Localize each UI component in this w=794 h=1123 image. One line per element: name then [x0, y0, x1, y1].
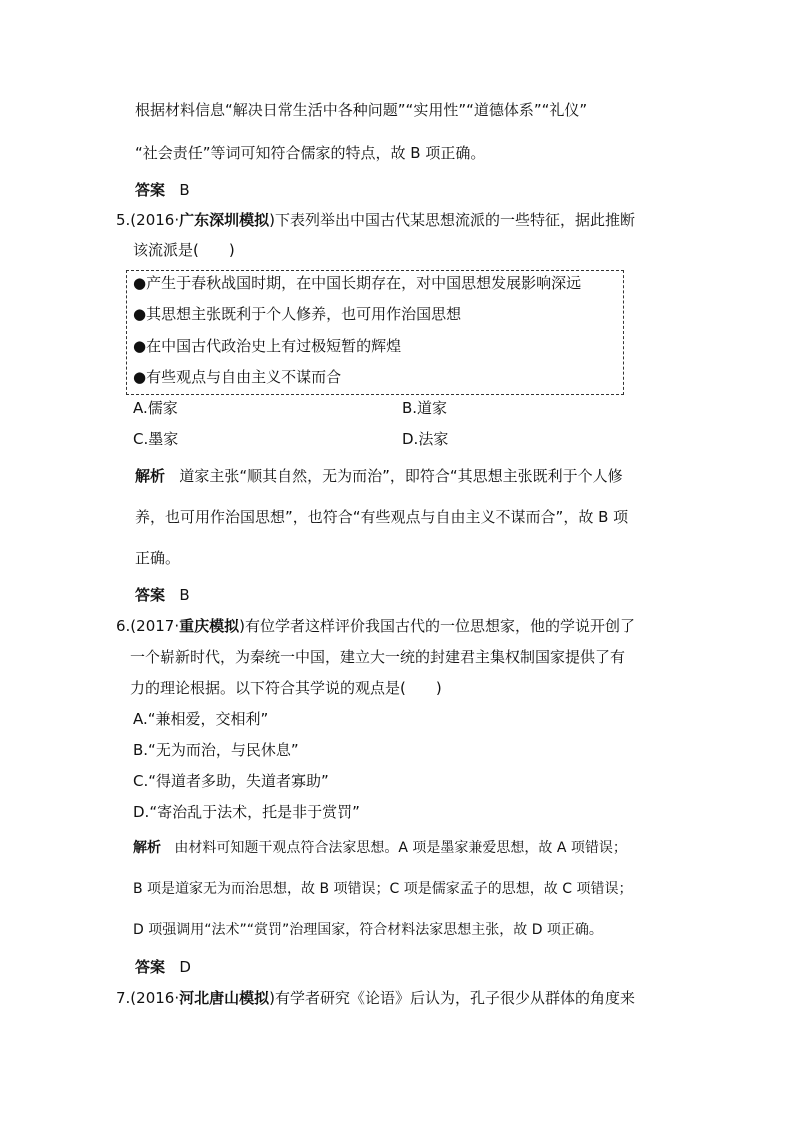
q5-analysis-line1: 解析 道家主张“顺其自然，无为而治”，即符合“其思想主张既利于个人修 [135, 467, 623, 485]
q6-answer [135, 957, 191, 977]
answer-value: B [179, 181, 190, 199]
q5-source: 广东深圳模拟 [179, 211, 270, 229]
q5-stem-line2: 该流派是( ) [133, 241, 235, 259]
q6-source: 重庆模拟 [179, 617, 240, 635]
q6-stem-line1 [116, 616, 635, 636]
prev-analysis-line1: 根据材料信息“解决日常生活中各种问题”“实用性”“道德体系”“礼仪” [135, 101, 588, 119]
q5-stem-line1 [116, 210, 635, 230]
q5-option-c: C.墨家 [133, 430, 179, 448]
q6-option-b: B.“无为而治，与民休息” [133, 741, 299, 759]
analysis-label: 解析 [135, 467, 166, 485]
q5-feature-1: ●产生于春秋战国时期，在中国长期存在，对中国思想发展影响深远 [133, 274, 582, 292]
q5-option-a: A.儒家 [133, 399, 178, 417]
q6-stem-line2: 一个崭新时代，为秦统一中国，建立大一统的封建君主集权制国家提供了有 [130, 648, 626, 666]
q6-number: 6.(2017· [116, 617, 180, 635]
q7-stem-line1 [116, 988, 635, 1008]
q5-feature-4: ●有些观点与自由主义不谋而合 [133, 368, 342, 386]
q5-option-d: D.法家 [402, 430, 449, 448]
q6-stem-line3: 力的理论根据。以下符合其学说的观点是( ) [130, 679, 442, 697]
q5-answer [135, 585, 190, 605]
q7-source: 河北唐山模拟 [179, 989, 270, 1007]
answer-value: B [179, 586, 190, 604]
q7-number: 7.(2016· [116, 989, 180, 1007]
prev-analysis-line2: “社会责任”等词可知符合儒家的特点，故 B 项正确。 [135, 144, 486, 162]
q5-feature-2: ●其思想主张既利于个人修养，也可用作治国思想 [133, 305, 462, 323]
answer-label: 答案 [135, 958, 166, 976]
q6-stem-text: )有位学者这样评价我国古代的一位思想家，他的学说开创了 [239, 617, 635, 635]
q6-option-c: C.“得道者多助，失道者寡助” [133, 772, 329, 790]
answer-label: 答案 [135, 181, 166, 199]
q5-analysis-line3: 正确。 [135, 549, 181, 567]
q6-option-d: D.“寄治乱于法术，托是非于赏罚” [133, 803, 360, 821]
q5-option-b: B.道家 [402, 399, 448, 417]
q5-feature-3: ●在中国古代政治史上有过极短暂的辉煌 [133, 337, 402, 355]
q6-analysis-line2: B 项是道家无为而治思想，故 B 项错误；C 项是儒家孟子的思想，故 C 项错误； [133, 881, 633, 897]
q6-analysis-line1: 解析 由材料可知题干观点符合法家思想。A 项是墨家兼爱思想，故 A 项错误； [133, 840, 627, 856]
answer-value: D [179, 958, 191, 976]
q5-analysis-line2: 养，也可用作治国思想”，也符合“有些观点与自由主义不谋而合”，故 B 项 [135, 508, 629, 526]
answer-label: 答案 [135, 586, 166, 604]
q5-stem-text: )下表列举出中国古代某思想流派的一些特征，据此推断 [269, 211, 635, 229]
q6-option-a: A.“兼相爱，交相利” [133, 710, 269, 728]
analysis-label: 解析 [133, 840, 161, 856]
q5-number: 5.(2016· [116, 211, 180, 229]
q6-analysis-line3: D 项强调用“法术”“赏罚”治理国家，符合材料法家思想主张，故 D 项正确。 [133, 922, 603, 938]
q7-stem-text: )有学者研究《论语》后认为，孔子很少从群体的角度来 [269, 989, 635, 1007]
prev-answer [135, 180, 190, 200]
